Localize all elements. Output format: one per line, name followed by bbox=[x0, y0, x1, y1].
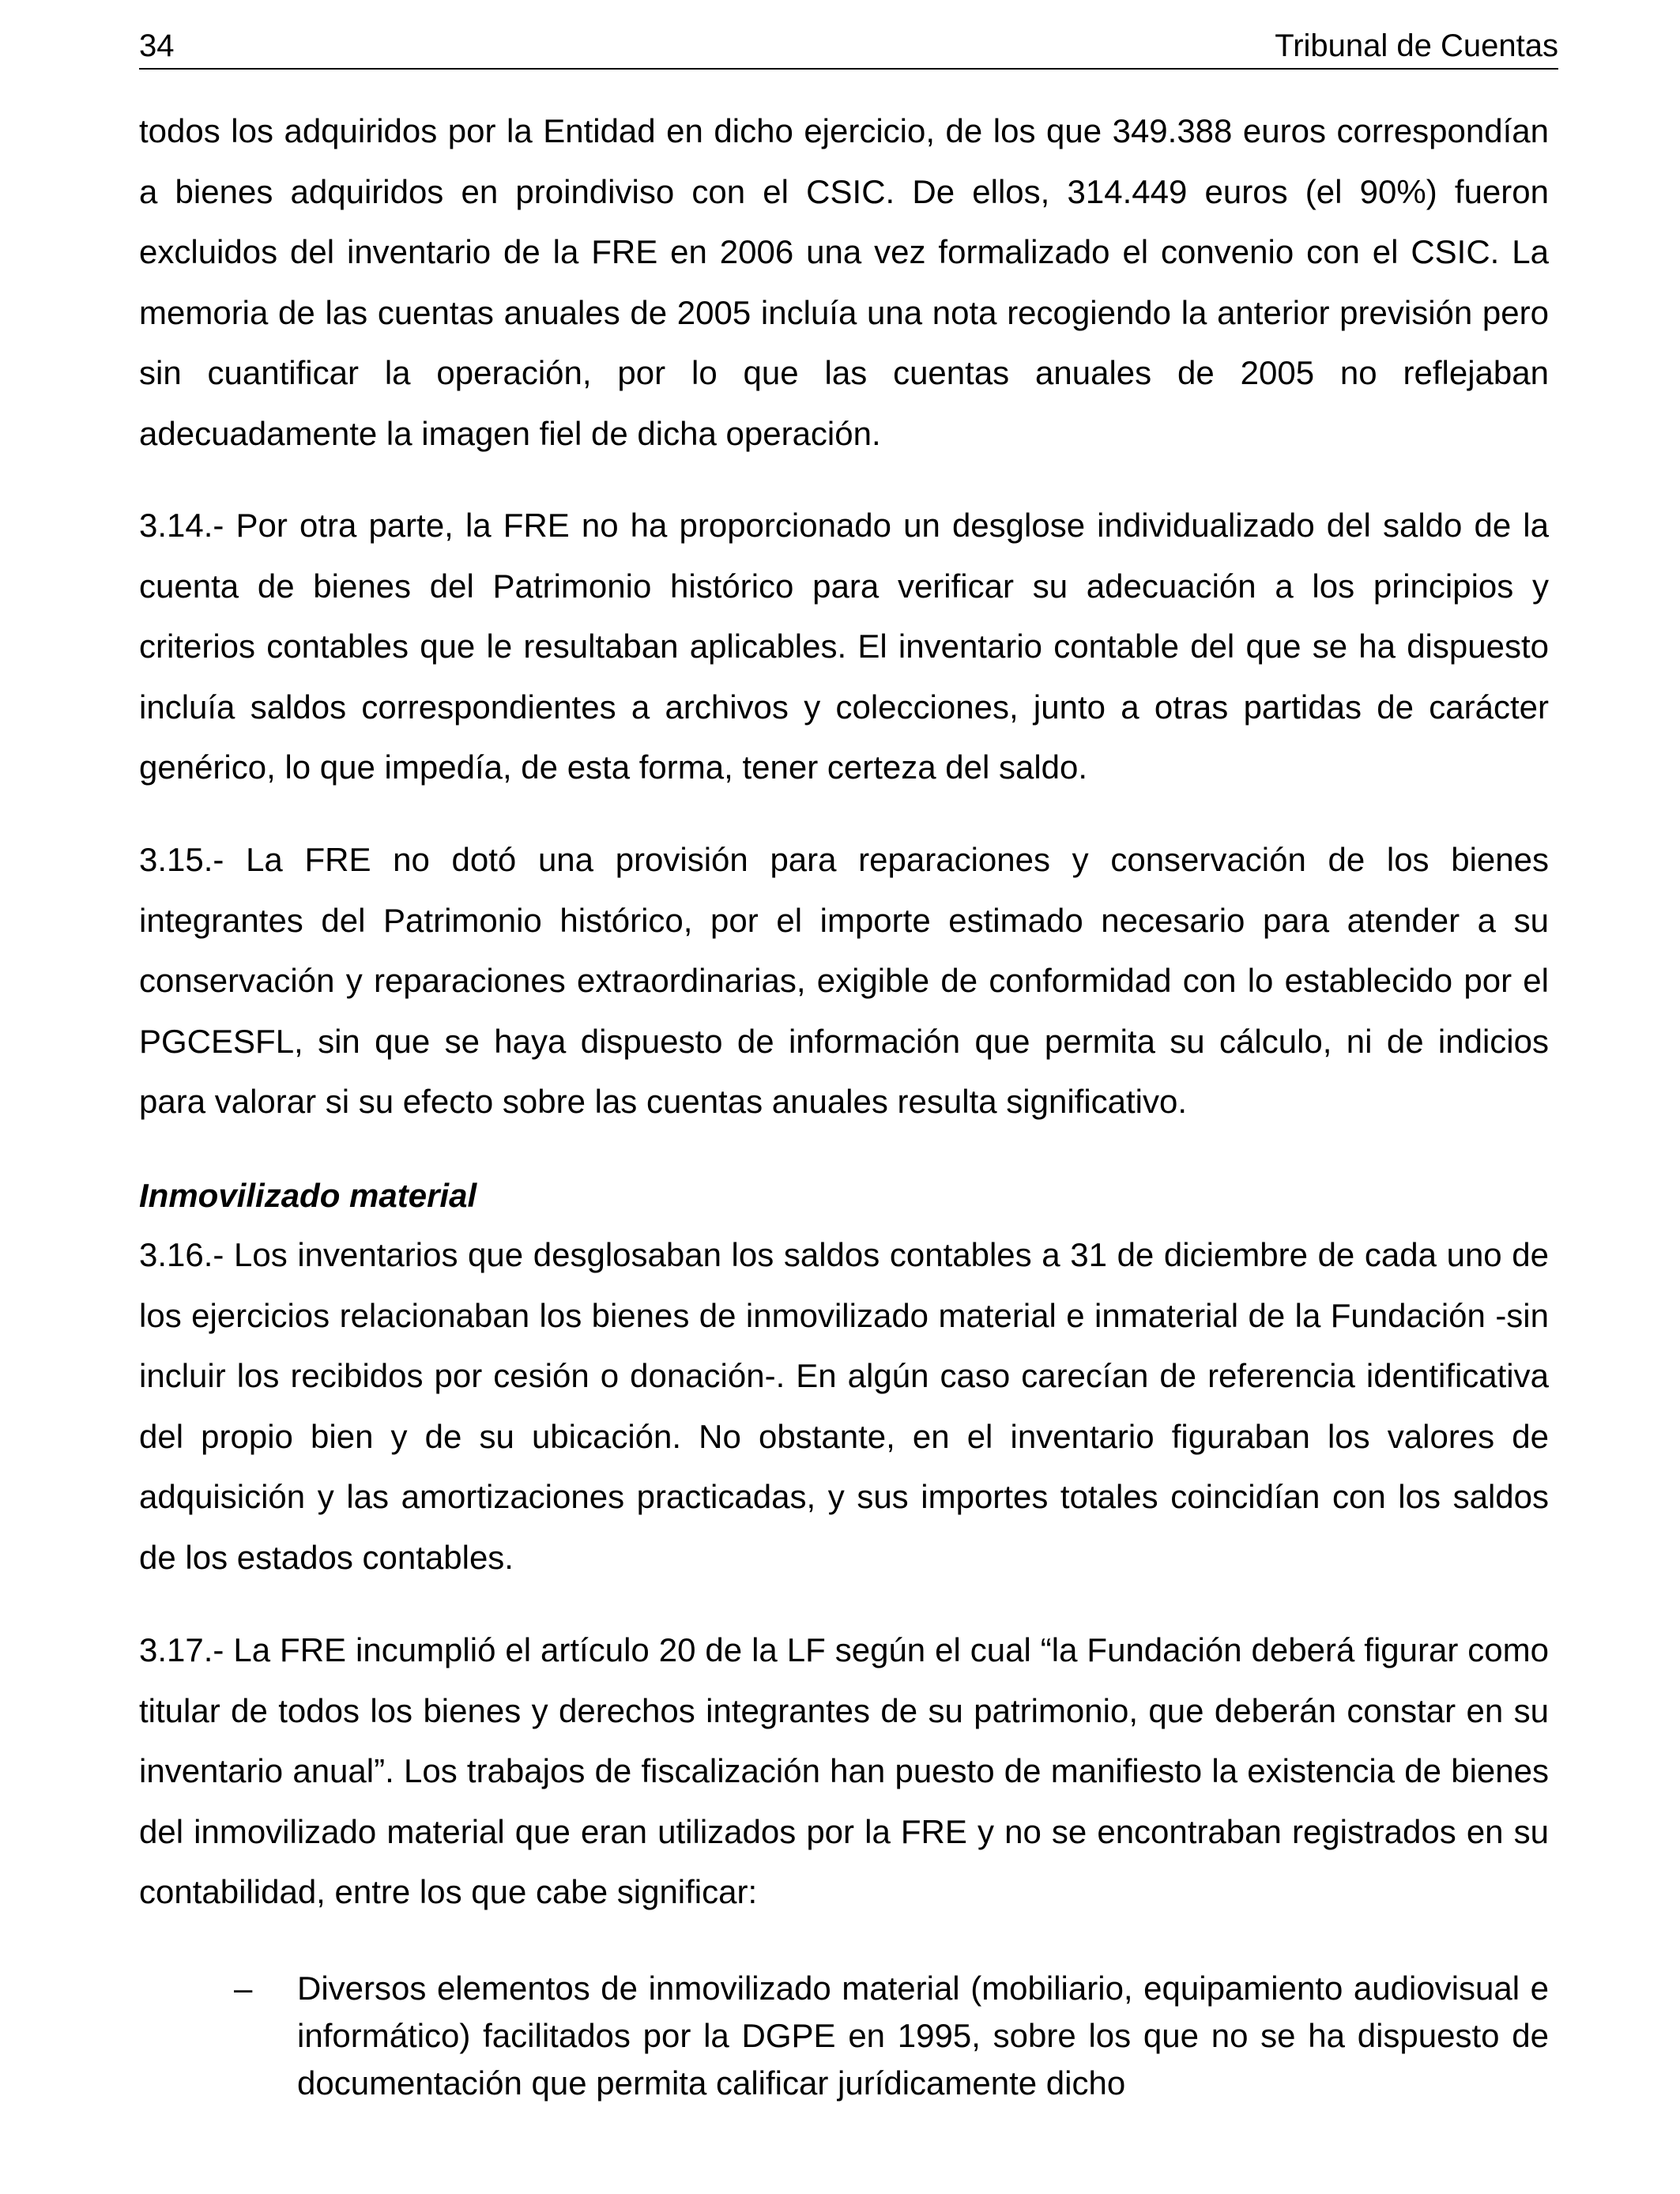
paragraph-3-14: 3.14.- Por otra parte, la FRE no ha proporcionado un desglose individualizado del saldo de la cuenta de bienes del Patrimonio histórico para verificar su adecuación a los principios y criterios contables que le resultaban aplicables. El inventario contable del que se ha dispuesto incluía saldos correspondientes a archivos y colecciones, junto a otras partidas de carácter genérico, lo que impedía, de esta forma, tener certeza del saldo. bbox=[139, 507, 1549, 786]
page-number: 34 bbox=[139, 28, 175, 63]
paragraph-3-17: 3.17.- La FRE incumplió el artículo 20 de la LF según el cual “la Fundación deberá figurar como titular de todos los bienes y derechos integrantes de su patrimonio, que deberán constar en su inventario anual”. Los trabajos de fiscalización han puesto de manifiesto la existencia de bienes del inmovilizado material que eran utilizados por la FRE y no se encontraban registrados en su contabilidad, entre los que cabe significar: bbox=[139, 1631, 1549, 1910]
paragraph-3-15: 3.15.- La FRE no dotó una provisión para reparaciones y conservación de los bienes integrantes del Patrimonio histórico, por el importe estimado necesario para atender a su conservación y reparaciones extraordinarias, exigible de conformidad con lo establecido por el PGCESFL, sin que se haya dispuesto de información que permita su cálculo, ni de indicios para valorar si su efecto sobre las cuentas anuales resulta significativo. bbox=[139, 841, 1549, 1120]
section-heading: Inmovilizado material bbox=[139, 1177, 477, 1214]
list-item-text: Diversos elementos de inmovilizado material (mobiliario, equipamiento audiovisual e informático) facilitados por la DGPE en 1995, sobre los que no se ha dispuesto de documentación que permita calificar jurídicamente dicho bbox=[297, 1970, 1549, 2102]
dash-bullet-icon: – bbox=[234, 1970, 253, 2007]
page-header bbox=[139, 24, 1558, 70]
paragraph-3-16: 3.16.- Los inventarios que desglosaban los saldos contables a 31 de diciembre de cada uno de los ejercicios relacionaban los bienes de inmovilizado material e inmaterial de la Fundación -sin incluir los recibidos por cesión o donación-. En algún caso carecían de referencia identificativa del propio bien y de su ubicación. No obstante, en el inventario figuraban los valores de adquisición y las amortizaciones practicadas, y sus importes totales coincidían con los saldos de los estados contables. bbox=[139, 1236, 1549, 1576]
header-title: Tribunal de Cuentas bbox=[1275, 28, 1558, 63]
paragraph-intro: todos los adquiridos por la Entidad en dicho ejercicio, de los que 349.388 euros correspondían a bienes adquiridos en proindiviso con el CSIC. De ellos, 314.449 euros (el 90%) fueron excluidos del inventario de la FRE en 2006 una vez formalizado el convenio con el CSIC. La memoria de las cuentas anuales de 2005 incluía una nota recogiendo la anterior previsión pero sin cuantificar la operación, por lo que las cuentas anuales de 2005 no reflejaban adecuadamente la imagen fiel de dicha operación. bbox=[139, 112, 1549, 452]
